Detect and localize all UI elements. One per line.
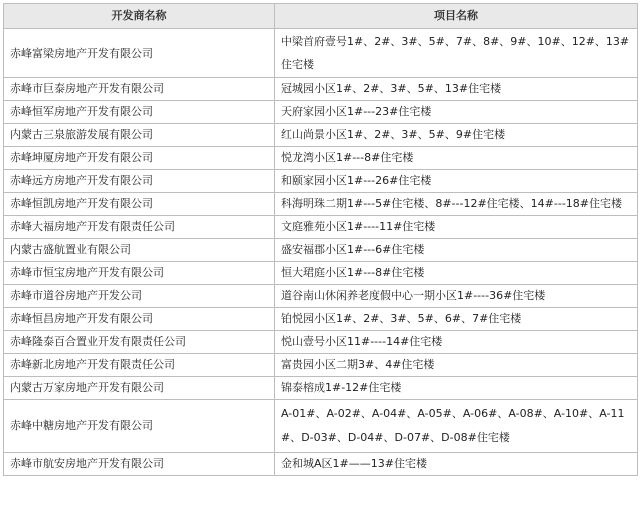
table-row — [4, 354, 638, 377]
project-cell: 冠城园小区1#、2#、3#、5#、13#住宅楼 — [275, 78, 638, 101]
project-cell: A-01#、A-02#、A-04#、A-05#、A-06#、A-08#、A-10#、A-11#、D-03#、D-04#、D-07#、D-08#住宅楼 — [275, 400, 638, 453]
header-developer-name: 开发商名称 — [4, 4, 275, 29]
project-cell: 金和城A区1#——13#住宅楼 — [275, 453, 638, 476]
project-cell: 盛安福郡小区1#---6#住宅楼 — [275, 239, 638, 262]
project-cell: 和颐家园小区1#---26#住宅楼 — [275, 170, 638, 193]
table-row — [4, 308, 638, 331]
developer-cell: 赤峰恒昌房地产开发有限公司 — [4, 308, 275, 331]
developer-cell: 内蒙古三泉旅游发展有限公司 — [4, 124, 275, 147]
table-row — [4, 239, 638, 262]
developer-cell: 赤峰远方房地产开发有限公司 — [4, 170, 275, 193]
developer-cell: 赤峰恒军房地产开发有限公司 — [4, 101, 275, 124]
project-cell: 天府家园小区1#---23#住宅楼 — [275, 101, 638, 124]
table-row — [4, 101, 638, 124]
project-cell: 铂悦园小区1#、2#、3#、5#、6#、7#住宅楼 — [275, 308, 638, 331]
project-cell: 富贵园小区二期3#、4#住宅楼 — [275, 354, 638, 377]
developer-cell: 内蒙古万家房地产开发有限公司 — [4, 377, 275, 400]
developer-project-table — [3, 3, 638, 476]
developer-cell: 赤峰恒凯房地产开发有限公司 — [4, 193, 275, 216]
table-row — [4, 193, 638, 216]
header-project-name: 项目名称 — [275, 4, 638, 29]
project-cell: 锦泰榕成1#-12#住宅楼 — [275, 377, 638, 400]
project-cell: 科海明珠二期1#---5#住宅楼、8#---12#住宅楼、14#---18#住宅楼 — [275, 193, 638, 216]
table-header-row — [4, 4, 638, 29]
developer-cell: 赤峰市道谷房地产开发公司 — [4, 285, 275, 308]
developer-cell: 赤峰市巨泰房地产开发有限公司 — [4, 78, 275, 101]
project-cell: 悦山壹号小区11#----14#住宅楼 — [275, 331, 638, 354]
table-row — [4, 78, 638, 101]
developer-cell: 赤峰富梁房地产开发有限公司 — [4, 29, 275, 78]
developer-cell: 赤峰大福房地产开发有限责任公司 — [4, 216, 275, 239]
table-row — [4, 262, 638, 285]
developer-cell: 赤峰隆泰百合置业开发有限责任公司 — [4, 331, 275, 354]
project-cell: 红山尚景小区1#、2#、3#、5#、9#住宅楼 — [275, 124, 638, 147]
table-row — [4, 216, 638, 239]
developer-cell: 赤峰市恒宝房地产开发有限公司 — [4, 262, 275, 285]
project-cell: 中梁首府壹号1#、2#、3#、5#、7#、8#、9#、10#、12#、13#住宅楼 — [275, 29, 638, 78]
table-row — [4, 453, 638, 476]
developer-cell: 内蒙古盛航置业有限公司 — [4, 239, 275, 262]
project-cell: 恒大珺庭小区1#---8#住宅楼 — [275, 262, 638, 285]
table-row — [4, 400, 638, 453]
project-cell: 道谷南山休闲养老度假中心一期小区1#----36#住宅楼 — [275, 285, 638, 308]
table-row — [4, 147, 638, 170]
developer-cell: 赤峰坤厦房地产开发有限公司 — [4, 147, 275, 170]
table-row — [4, 29, 638, 78]
table-row — [4, 285, 638, 308]
developer-cell: 赤峰中糖房地产开发有限公司 — [4, 400, 275, 453]
developer-cell: 赤峰市航安房地产开发有限公司 — [4, 453, 275, 476]
table-row — [4, 331, 638, 354]
developer-cell: 赤峰新北房地产开发有限责任公司 — [4, 354, 275, 377]
table-row — [4, 377, 638, 400]
table-row — [4, 170, 638, 193]
project-cell: 文庭雅苑小区1#----11#住宅楼 — [275, 216, 638, 239]
project-cell: 悦龙湾小区1#---8#住宅楼 — [275, 147, 638, 170]
table-row — [4, 124, 638, 147]
